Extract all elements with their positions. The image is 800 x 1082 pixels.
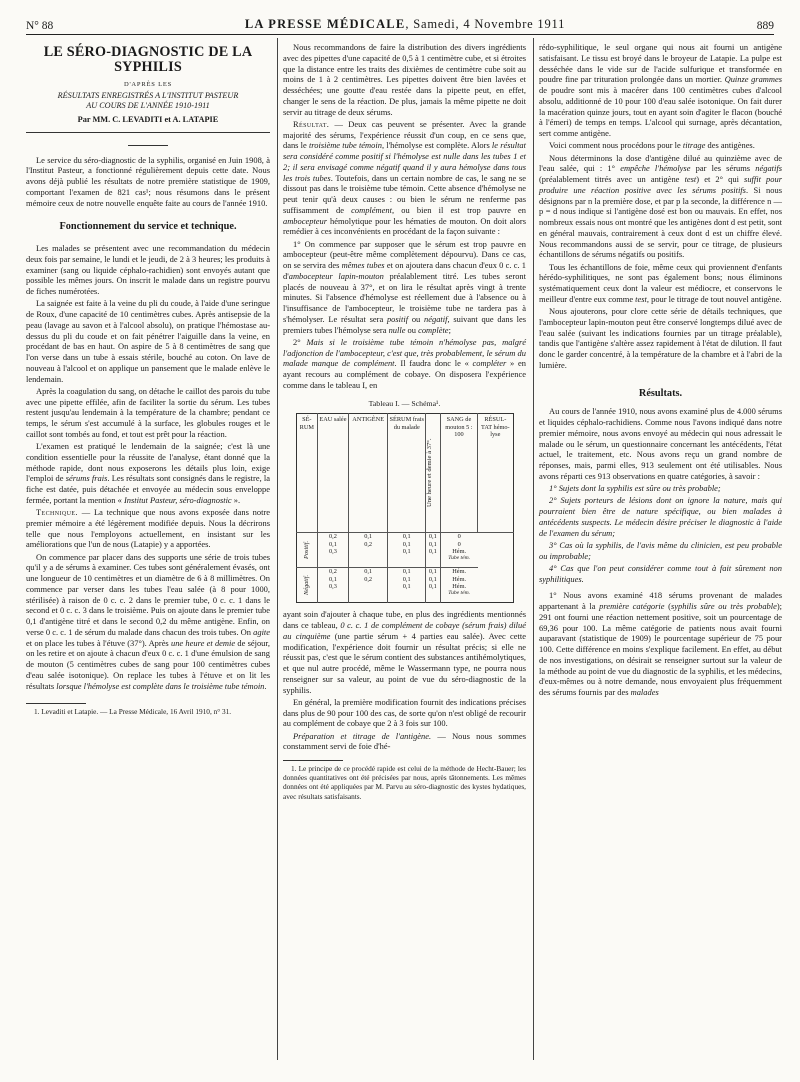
footnote: 1. Levaditi et Latapie. — La Presse Médicale, 16 Avril 1910, n° 31. — [34, 707, 232, 717]
table-cell: 0,2 0,1 0,3 — [318, 533, 349, 568]
paragraph: Tous les échantillons de foie, même ceux qui proviennent d'enfants hérédo-syphilitiques, ne sont pas également bons; nous éliminons systématiquement ceux dont la valeur est médiocre, et conservons le meilleur d'entre eux comme test, pour le titrage de tout nouvel antigène. — [539, 261, 782, 304]
paragraph: 1° On commence par supposer que le sérum est trop pauvre en ambocepteur (peut-être même complètement dépourvu). Dans ce cas, on se servira des mêmes tubes et on ajoutera dans chacun d'eux 0 c. c. 1 d'ambocepteur lapin-mouton préalablement titré. Les tubes seront placés de nouveau à 37°, et on lira le résultat après vingt à trente minutes. Si l'absence d'hémolyse est réellement due à l'absence ou à l'insuffisance de l'ambocepteur, le troisième tube ne tardera pas à s'hémolyser. Le résultat sera positif ou négatif, suivant que dans les premiers tubes l'hémolyse sera nulle ou complète; — [283, 238, 526, 335]
paragraph: Les malades se présentent avec une recommandation du médecin deux fois par semaine, le lundi et le jeudi, de 2 à 3 heures; les produits à examiner (sang ou liquide céphalo-rachidien) sont envoyés autant que possible les mêmes jours. On inscrit le malade dans un registre pourvu de fiches numérotées. — [26, 243, 270, 296]
paragraph: Au cours de l'année 1910, nous avons examiné plus de 4.000 sérums et liquides céphalo-rachidiens. Comme nous l'avons indiqué dans notre premier mémoire, nous avons envoyé au médecin qui nous adressait le malade ou le sérum, un questionnaire concernant les antécédents, l'état actuel, le traitement, etc. Nous avons reçu un grand nombre de réponses, mais, parmi elles, 913 seulement ont été utilisables. Nous avons réparti ces 913 observations en quatre catégories, à savoir : — [539, 406, 782, 481]
schema-table — [296, 413, 514, 603]
masthead — [26, 8, 774, 35]
negative-label: Négatif. — [303, 575, 311, 596]
article-title: LE SÉRO-DIAGNOSTIC DE LA SYPHILIS — [43, 44, 253, 75]
table-cell: 0,1 0,2 — [348, 533, 388, 568]
resultat-label: Résultat. — [293, 118, 330, 129]
divider — [128, 145, 168, 146]
paragraph: 2° Mais si le troisième tube témoin n'hémolyse pas, malgré l'adjonction de l'ambocepteur, c'est que, très probablement, le sérum du malade manque de complément. Il faudra donc le « compléter » en ayant recours au complément de cobaye. On disposera l'expérience comme dans le tableau I, en — [283, 336, 527, 390]
table-header-row — [296, 414, 513, 533]
control-tube-label: Tube tém. — [448, 590, 471, 597]
table-header: EAU salée — [318, 414, 349, 533]
table-cell: 0,1 0,1 0,1 — [388, 568, 426, 603]
paragraph: La saignée est faite à la veine du pli du coude, à l'aide d'une seringue de Roux, d'une capacité de 10 centimètres cubes. Après antisepsie de la peau (lavage au savon et à l'alcool absolu), on pratique l'hémostase au-dessus du pli du coude et on fait pénétrer l'aiguille dans la veine, en procédant de bas en haut. On aspire de 5 à 8 centimètres de sang que l'on verse dans un tube à essais stérile, bouché au coton. On lave de nouveau à l'alcool et on applique un pansement que le malade enlève le lendemain. — [26, 298, 270, 384]
paragraph: Nous recommandons de faire la distribution des divers ingrédients avec des pipettes d'une capacité de 0,5 à 1 centimètre cube, et si étroites que la distance entre les traits des dixièmes de centimètre cube soit au moins de 1 à 2 centimètres. Les pipettes doivent être bien lavées et desséchées; une goutte d'eau restée dans la pipette peut, en effet, changer le sens de la réaction. De plus, jamais la même pipette ne doit servir au titrage de deux sérums. — [283, 42, 526, 117]
table-row — [296, 568, 513, 603]
section-heading: Fonctionnement du service et technique. — [59, 221, 237, 233]
paragraph: Technique. — La technique que nous avons exposée dans notre premier mémoire a été légèrement modifiée depuis. Nous la décrirons telle que nous l'employons actuellement, en insistant sur les améliorations que l'un de nous (Latapie) y a apportées. — [26, 507, 270, 550]
table-header: SÉ-RUM — [296, 414, 318, 533]
paragraph: Nous déterminons la dose d'antigène dilué au quinzième avec de l'eau salée, qui : 1° empêche l'hémolyse par les sérums négatifs (préalablement titrés avec un antigène test) et 2° qui suffit pour produire une réaction positive avec les sérums positifs. Si nous désignons par n la première dose, et par p la seconde, la différence n — p = d nous indique si l'antigène dosé est bon ou mauvais. En effet, nos nombreux essais nous ont montré que les antigènes dont d est petit, sont en général mauvais, contrairement à ceux dont d est un chiffre élevé. Nous recommandons aussi de se servir, pour ce titrage, de plusieurs échantillons de sérums négatifs ou positifs. — [539, 152, 783, 260]
table-header: RÉSUL-TAT hémo-lyse — [478, 414, 513, 533]
footnote: 1. Le principe de ce procédé rapide est celui de la méthode de Hecht-Bauer; les données quantitatives ont été précisées par nous, après tâtonnements. Les mêmes données ont été appliquées par M. Parvu au séro-diagnostic des kystes hydatiques, avec résultats satisfaisants. — [283, 764, 526, 801]
paragraph: rédo-syphilitique, le seul organe qui nous ait fourni un antigène satisfaisant. Le tissu est broyé dans le broyeur de Latapie. La pulpe est desséchée dans le vide sur de l'acide sulfurique et transformée en poudre fine par trituration prolongée dans un mortier. Quinze grammes de poudre sont mis à macérer dans 100 centimètres cubes d'alcool absolu, additionné de 10 pour 100 d'eau salée isotonique. On fait durer la macération quinze jours, tout en ayant soin d'agiter le flacon (bouché à l'émeri) de temps en temps. L'alcool qui surnage, après décantation, sert comme antigène. — [539, 42, 783, 138]
article-subtitle-2: AU COURS DE L'ANNÉE 1910-1911 — [86, 101, 210, 111]
paragraph: On commence par placer dans des supports une série de trois tubes qu'il y a de sérums à examiner. Ces tubes sont généralement évasés, ont une longueur de 10 centimètres et un diamètre de 6 à 8 millimètres. On commence par verser dans les tubes l'eau salée (à 8 pour 1000, stérilisée) à raison de 0 c. c. 2 dans le premier tube, 0 c. c. 1 dans le second et 0 c. c. 3 dans le troisième. Puis on ajoute dans le premier tube 0,1 d'antigène titré et dans le second 0,2 du même antigène. Enfin, on verse 0 c. c. 1 de sérum du malade dans chacun des trois tubes. On agite et on place les tubes à l'étuve (37°). Après une heure et demie de séjour, on les retire et on ajoute à chacun d'eux 0 c. c. 1 d'une émulsion de sang de mouton (5 centimètres cubes de sang pour 100 centimètres cubes d'eau salée isotonique). On replace les tubes à l'étuve et on lit les résultats lorsque l'hémolyse est complète dans le troisième tube témoin. — [26, 551, 270, 691]
table-cell: 0 0 Hém. Tube tém. — [440, 533, 478, 568]
page-number: 889 — [756, 20, 774, 32]
table-cell: 0,1 0,1 0,1 — [388, 533, 426, 568]
column-rule — [533, 38, 534, 1060]
table-cell: 0,2 0,1 0,3 — [318, 568, 349, 603]
column-3 — [539, 42, 782, 699]
paragraph: Résultat. — Deux cas peuvent se présenter. Avec la grande majorité des sérums, l'expérience réussit d'un coup, en ce sens que, dans le troisième tube témoin, l'hémolyse est complète. Alors le résultat sera considéré comme positif si l'hémolyse est nulle dans les tubes 1 et 2; il sera envisagé comme négatif quand il y aura hémolyse dans tous les trois tubes. Toutefois, dans un certain nombre de cas, le sang ne se dissout pas dans le troisième tube témoin. Cette absence d'hémolyse ne peut tenir qu'à deux causes : ou bien le sérum ne renferme pas suffisamment de complément, ou bien il est trop pauvre en ambocepteur hémolytique pour les hématies de mouton. On doit alors remédier à ces inconvénients en procédant de la façon suivante : — [283, 118, 526, 237]
table-cell: Hém. Hém. Hém. Tube tém. — [440, 568, 478, 603]
group-label-cell — [296, 568, 318, 603]
incubation-label: Une heure et demie à 37°. — [426, 438, 433, 508]
list-item: 2° Sujets porteurs de lésions dont on ignore la nature, mais qui pourraient bien être de nature spécifique, ou bien malades à antécédents suspects. Le médecin désire préciser le diagnostic à l'aide de l'examen du sérum; — [539, 495, 782, 538]
list-item: 4° Cas que l'on peut considérer comme tout à fait sûrement non syphilitiques. — [539, 562, 782, 584]
table-header: SANG de mouton 5 : 100 — [440, 414, 478, 533]
paragraph: 1° Nous avons examiné 418 sérums provenant de malades appartenant à la première catégorie (syphilis sûre ou très probable); 291 ont fourni une réaction nettement positive, soit un pourcentage de 69,36 pour 100. La même catégorie de patients nous avait fourni auparavant (statistique de 1909) le pourcentage supérieur de 75 pour 100. Cette différence en moins s'explique facilement. En effet, au début de nos investigations, on désirait se renseigner surtout sur la valeur de la méthode au point de vue du diagnostic de la syphilis, et les médecins, d'eux-mêmes ou à notre demande, nous envoyaient plus fréquemment des sérums fournis par des malades — [539, 590, 783, 697]
footnote-rule — [26, 703, 86, 704]
article-authors: Par MM. C. LEVADITI et A. LATAPIE — [77, 114, 219, 124]
issue-number: N° 88 — [26, 20, 54, 32]
list-item: 1° Sujets dont la syphilis est sûre ou très probable; — [549, 483, 721, 493]
paragraph: En général, la première modification fournit des indications précises dans plus de 90 pour 100 des cas, de sorte qu'on n'est obligé de recourir au complément de cobaye que 2 à 3 fois sur 100. — [283, 696, 526, 729]
schema-table-block — [283, 399, 526, 604]
group-label-cell — [296, 533, 318, 568]
issue-date: , Samedi, 4 Novembre 1911 — [405, 17, 566, 31]
column-rule — [277, 38, 278, 1060]
technique-label: Technique. — [36, 507, 78, 517]
paragraph: ayant soin d'ajouter à chaque tube, en plus des ingrédients mentionnés dans ce tableau, 0 c. c. 1 de complément de cobaye (sérum frais) dilué au cinquième (une partie sérum + 4 parties eau salée). Avec cette modification, l'expérience doit fournir un résultat précis; si elle ne réussit pas, c'est que le sérum contient des substances antihémolytiques, et que nul autre procédé, même le Wassermann type, ne pourra nous renseigner sur sa valeur, au point de vue du séro-diagnostic de la syphilis. — [283, 609, 526, 695]
list-item: 3° Cas où la syphilis, de l'avis même du clinicien, est peu probable ou improbable; — [539, 539, 782, 561]
table-caption: Tableau I. — Schéma¹. — [368, 398, 441, 408]
paragraph: Nous ajouterons, pour clore cette série de détails techniques, que l'ambocepteur lapin-mouton peut être conservé longtemps dilué avec de l'eau salée (suivant les indications fournies par un titrage préalable), tandis que l'antigène s'altère assez rapidement à l'état de dilution. Il faut donc le garder concentré, à la température de la chambre et à l'abri de la lumière. — [539, 306, 782, 370]
table-row — [296, 533, 513, 568]
table-cell: 0,1 0,2 — [348, 568, 388, 603]
column-2 — [283, 42, 526, 801]
article-dapres: D'APRÈS LES — [123, 81, 173, 88]
positive-label: Positif. — [303, 541, 311, 560]
paragraph: Préparation et titrage de l'antigène. — Nous nous sommes constamment servi de foie d'hé- — [283, 730, 526, 752]
table-header: SÉRUM frais du malade — [388, 414, 426, 533]
paragraph: L'examen est pratiqué le lendemain de la saignée; c'est là une condition essentielle pour la réussite de l'analyse, étant donné que la méthode rapide, dont nous exposerons les détails plus loin, exige l'emploi de sérums frais. Les résultats sont consignés dans le registre, la fiche est datée, puis détachée et envoyée au médecin sous enveloppe fermée, portant la mention « Institut Pasteur, séro-diagnostic ». — [26, 441, 271, 505]
journal-title — [245, 17, 565, 32]
article-subtitle: RÉSULTATS ENREGISTRÉS A L'INSTITUT PASTEUR — [57, 90, 239, 100]
table-cell: 0,1 0,1 0,1 — [426, 568, 441, 603]
journal-name: LA PRESSE MÉDICALE — [244, 17, 406, 31]
table-cell: 0,1 0,1 0,1 — [426, 533, 441, 568]
table-header: ANTIGÈNE — [348, 414, 388, 533]
column-1 — [26, 42, 270, 716]
paragraph: Le service du séro-diagnostic de la syphilis, organisé en Juin 1908, à l'Institut Pasteur, a fonctionné régulièrement depuis cette date. Nous avons déjà publié les résultats de notre première statistique de 1909, comportant l'examen de 821 cas¹; nous résumons dans le présent mémoire ceux de notre nouvelle enquête faite au cours de l'année 1910. — [26, 154, 270, 208]
paragraph: Après la coagulation du sang, on détache le caillot des parois du tube avec une pipette effilée, afin de faciliter la sortie du sérum. Les tubes restent jusqu'au lendemain à la température de la chambre; pendant ce temps, le sérum s'est accumulé à la surface, les globules rouges et le caillot sont tombés au fond, et tout est prêt pour la réaction. — [26, 385, 270, 439]
article-header — [26, 45, 270, 133]
section-heading: Résultats. — [638, 387, 683, 399]
paragraph: Voici comment nous procédons pour le titrage des antigènes. — [549, 140, 755, 151]
control-tube-label: Tube tém. — [448, 555, 471, 562]
footnote-rule — [283, 760, 343, 761]
incubation-cell — [426, 414, 441, 533]
